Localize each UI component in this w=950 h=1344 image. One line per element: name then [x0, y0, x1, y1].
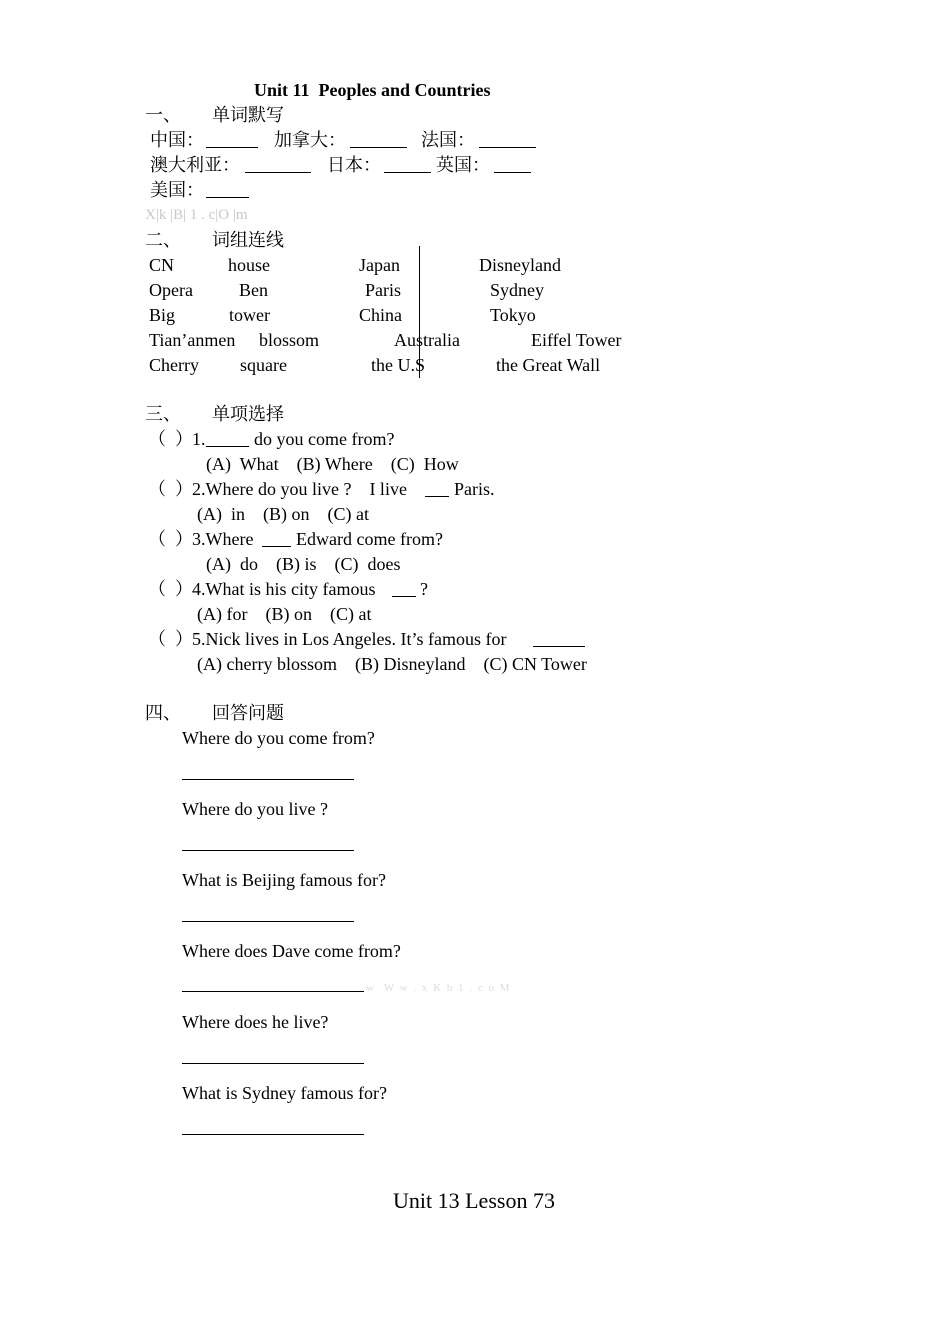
answer-bracket[interactable]: （ ） [148, 579, 193, 599]
answer-line[interactable] [182, 1063, 364, 1064]
section1-heading: 单词默写 [212, 105, 284, 125]
question-options: (A) cherry blossom (B) Disneyland (C) CN Tower [197, 654, 587, 674]
next-unit-title: Unit 13 Lesson 73 [393, 1188, 555, 1213]
answer-bracket[interactable]: （ ） [148, 479, 193, 499]
question-text-end: do you come from? [254, 429, 395, 449]
answer-question: What is Sydney famous for? [182, 1083, 387, 1103]
answer-bracket[interactable]: （ ） [148, 529, 193, 549]
match-left-word[interactable]: Opera [149, 280, 193, 300]
answer-question: Where does he live? [182, 1012, 329, 1032]
vocab-label-japan: 日本： [327, 155, 381, 175]
match-landmark[interactable]: Tokyo [490, 305, 536, 325]
vocab-blank-china[interactable] [206, 147, 258, 148]
page-title: Unit 11 Peoples and Countries [254, 80, 491, 100]
match-left-word[interactable]: Tian’anmen [149, 330, 236, 350]
vocab-label-australia: 澳大利亚： [150, 155, 240, 175]
question-text-end: Edward come from? [296, 529, 443, 549]
answer-question: Where does Dave come from? [182, 941, 401, 961]
match-country[interactable]: the U.S [371, 355, 425, 375]
answer-line[interactable] [182, 850, 354, 851]
answer-line[interactable] [182, 779, 354, 780]
question-blank [392, 596, 416, 597]
section2-number: 二、 [145, 230, 181, 250]
vocab-blank-canada[interactable] [350, 147, 407, 148]
match-landmark[interactable]: Disneyland [479, 255, 561, 275]
match-left-word[interactable]: Ben [239, 280, 268, 300]
match-left-word[interactable]: tower [229, 305, 270, 325]
section3-number: 三、 [145, 404, 181, 424]
answer-question: What is Beijing famous for? [182, 870, 386, 890]
question-options: (A) for (B) on (C) at [197, 604, 372, 624]
answer-line[interactable] [182, 1134, 364, 1135]
section4-number: 四、 [145, 703, 181, 723]
match-country[interactable]: China [359, 305, 402, 325]
question-text: 5.Nick lives in Los Angeles. It’s famous for [192, 629, 507, 649]
match-left-word[interactable]: blossom [259, 330, 320, 350]
section3-heading: 单项选择 [212, 404, 284, 424]
vocab-blank-france[interactable] [479, 147, 536, 148]
question-blank [206, 446, 249, 447]
vocab-label-usa: 美国： [150, 180, 204, 200]
answer-bracket[interactable]: （ ） [148, 429, 193, 449]
question-text-end: ? [420, 579, 428, 599]
answer-bracket[interactable]: （ ） [148, 629, 193, 649]
vocab-label-canada: 加拿大： [274, 130, 346, 150]
match-left-word[interactable]: Cherry [149, 355, 199, 375]
section1-number: 一、 [145, 105, 181, 125]
answer-line[interactable] [182, 921, 354, 922]
match-country[interactable]: Australia [394, 330, 460, 350]
watermark-text: w W w . x K b 1 . c o M [366, 982, 511, 994]
question-text: 1. [192, 429, 206, 449]
match-left-word[interactable]: Big [149, 305, 176, 325]
question-text: 2.Where do you live ? I live [192, 479, 407, 499]
question-blank [262, 546, 291, 547]
match-landmark[interactable]: Eiffel Tower [531, 330, 622, 350]
question-blank [425, 496, 449, 497]
question-blank [533, 646, 585, 647]
vocab-blank-usa[interactable] [206, 197, 249, 198]
match-left-word[interactable]: CN [149, 255, 175, 275]
question-options: (A) do (B) is (C) does [206, 554, 401, 574]
answer-question: Where do you come from? [182, 728, 375, 748]
match-landmark[interactable]: Sydney [490, 280, 544, 300]
question-text: 3.Where [192, 529, 254, 549]
section4-heading: 回答问题 [212, 703, 284, 723]
vocab-label-china: 中国： [150, 130, 204, 150]
answer-line[interactable] [182, 991, 364, 992]
match-country[interactable]: Paris [365, 280, 401, 300]
question-text-end: Paris. [454, 479, 495, 499]
match-country[interactable]: Japan [359, 255, 400, 275]
match-left-word[interactable]: house [228, 255, 270, 275]
question-options: (A) in (B) on (C) at [197, 504, 369, 524]
answer-question: Where do you live ? [182, 799, 328, 819]
match-left-word[interactable]: square [240, 355, 287, 375]
vocab-label-uk: 英国： [436, 155, 490, 175]
vocab-blank-japan[interactable] [384, 172, 431, 173]
match-landmark[interactable]: the Great Wall [496, 355, 601, 375]
watermark-text: X|k |B| 1 . c|O |m [145, 207, 248, 223]
vocab-blank-australia[interactable] [245, 172, 311, 173]
vocab-blank-uk[interactable] [494, 172, 531, 173]
section2-heading: 词组连线 [212, 230, 284, 250]
question-options: (A) What (B) Where (C) How [206, 454, 459, 474]
vocab-label-france: 法国： [421, 130, 475, 150]
question-text: 4.What is his city famous [192, 579, 376, 599]
